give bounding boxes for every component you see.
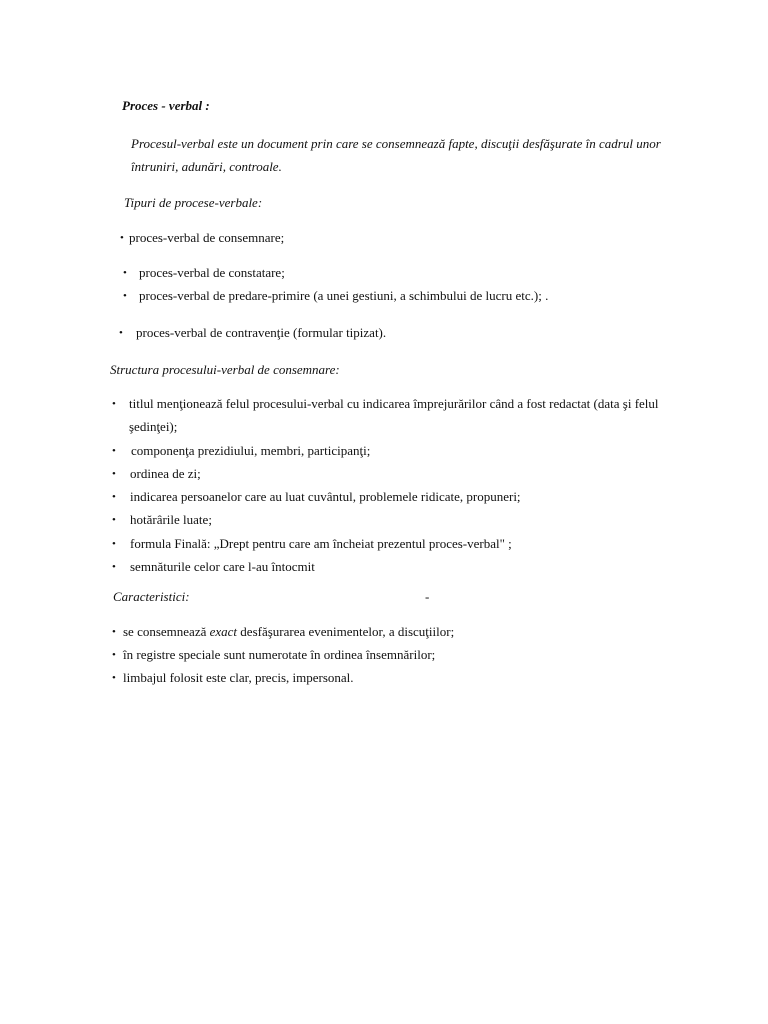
bullet-icon: • [120, 232, 124, 244]
structure-item-6: formula Finală: „Drept pentru care am încheiat prezentul proces-verbal" ; [130, 536, 512, 551]
page-title: Proces - verbal : [122, 98, 210, 113]
bullet-icon: • [112, 468, 116, 480]
types-item-2: proces-verbal de constatare; [139, 265, 285, 280]
types-item-1: proces-verbal de consemnare; [129, 230, 285, 245]
types-heading: Tipuri de procese-verbale: [124, 195, 263, 210]
structure-item-1-cont: şedinţei); [129, 419, 178, 434]
bullet-icon: • [112, 561, 116, 573]
structure-heading: Structura procesului-verbal de consemnare: [110, 362, 340, 377]
structure-item-2: componenţa prezidiului, membri, participanţi; [131, 443, 371, 458]
bullet-icon: • [112, 626, 116, 638]
characteristics-item-1 [123, 624, 454, 640]
characteristics-item-1-emphasis: exact [209, 624, 238, 639]
types-item-4: proces-verbal de contravenţie (formular tipizat). [136, 325, 387, 340]
definition-line-1: Procesul-verbal este un document prin care se consemnează fapte, discuţii desfăşurate în cadrul unor [131, 136, 661, 151]
structure-item-5: hotărârile luate; [130, 512, 212, 527]
structure-item-4: indicarea persoanelor care au luat cuvântul, problemele ridicate, propuneri; [130, 489, 521, 504]
bullet-icon: • [123, 267, 127, 279]
characteristics-dash: - [425, 589, 430, 604]
bullet-icon: • [112, 491, 116, 503]
characteristics-item-2: în registre speciale sunt numerotate în ordinea însemnărilor; [123, 647, 436, 662]
bullet-icon: • [112, 649, 116, 661]
bullet-icon: • [112, 445, 116, 457]
characteristics-item-1-text-a: se consemnează [123, 624, 210, 639]
bullet-icon: • [112, 514, 116, 526]
definition-line-2: întruniri, adunări, controale. [131, 159, 282, 174]
bullet-icon: • [112, 538, 116, 550]
structure-item-7: semnăturile celor care l-au întocmit [130, 559, 315, 574]
characteristics-item-1-text-b: desfăşurarea evenimentelor, a discuţiilor; [237, 624, 455, 639]
bullet-icon: • [112, 672, 116, 684]
types-item-3: proces-verbal de predare-primire (a unei gestiuni, a schimbului de lucru etc.); . [139, 288, 549, 303]
bullet-icon: • [112, 398, 116, 410]
structure-item-1: titlul menţionează felul procesului-verbal cu indicarea împrejurărilor când a fost redactat (data şi felul [129, 396, 659, 411]
bullet-icon: • [123, 290, 127, 302]
characteristics-heading: Caracteristici: [113, 589, 190, 604]
characteristics-item-3: limbajul folosit este clar, precis, impersonal. [123, 670, 354, 685]
bullet-icon: • [119, 327, 123, 339]
structure-item-3: ordinea de zi; [130, 466, 201, 481]
